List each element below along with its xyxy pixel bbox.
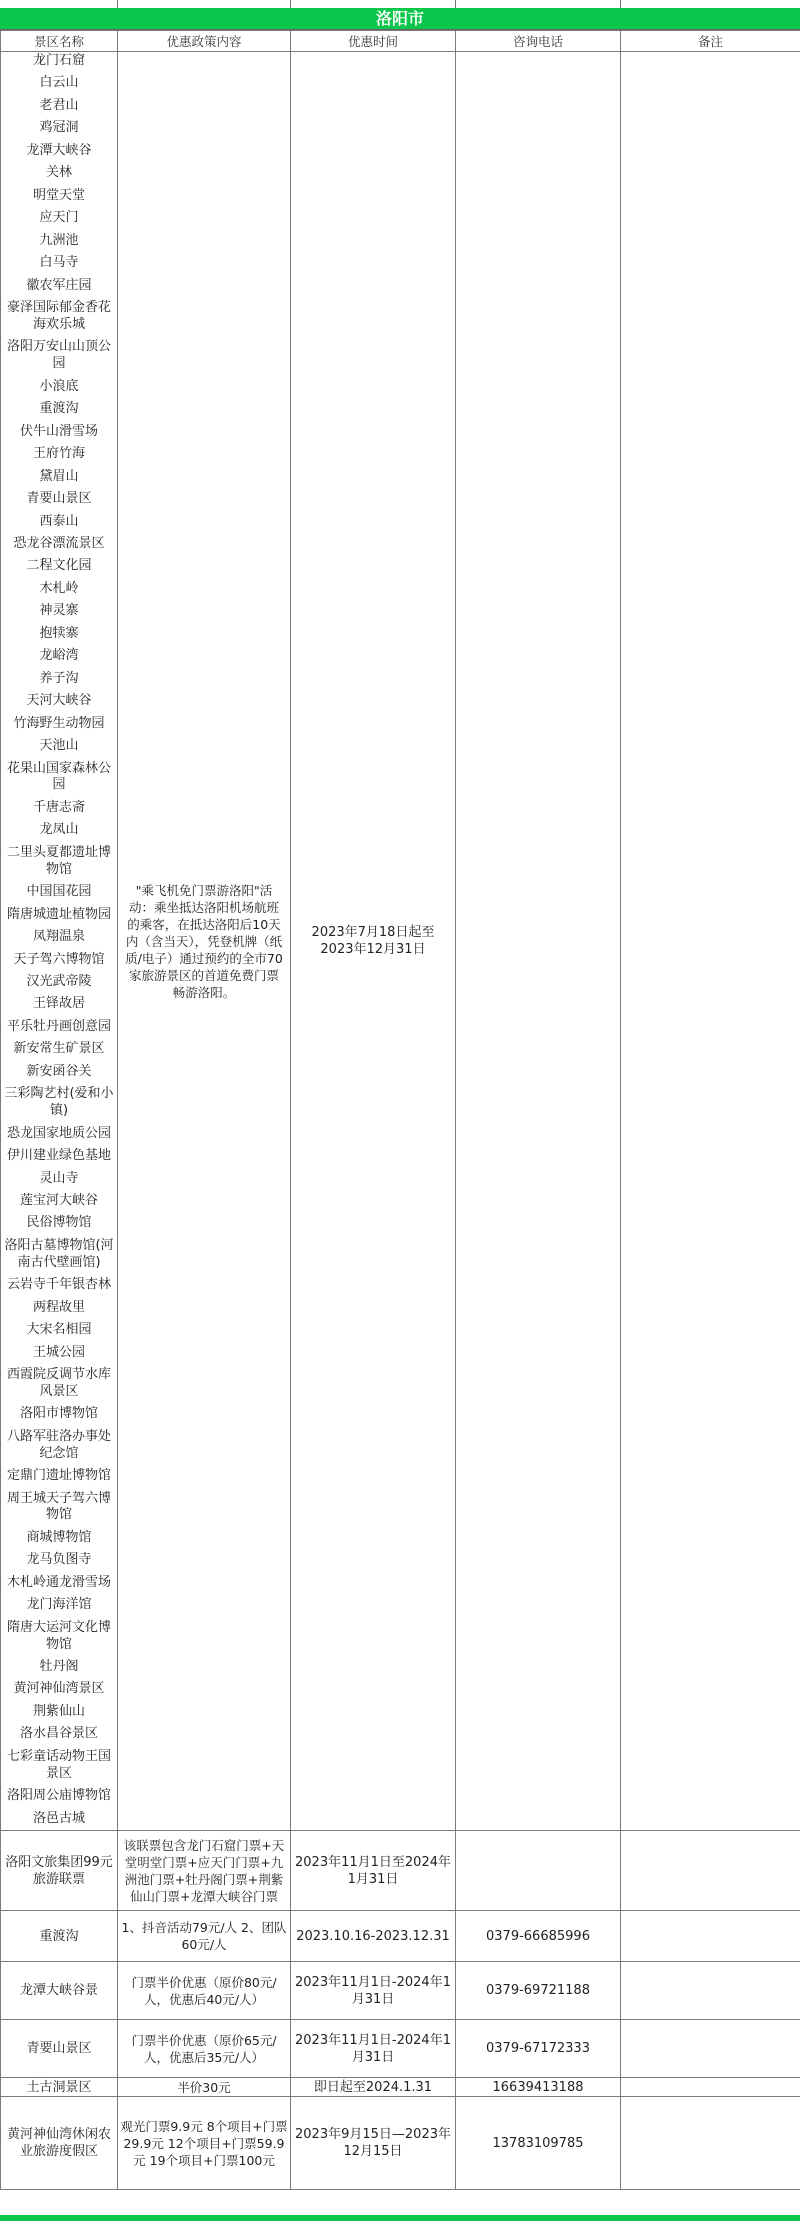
scenic-name-item: 木札岭通龙滑雪场 [6, 1574, 111, 1590]
row-period: 2023年9月15日—2023年12月15日 [295, 2127, 451, 2159]
scenic-name-item: 荆紫仙山 [32, 1703, 85, 1719]
scenic-name-item: 徽农军庄园 [26, 277, 92, 293]
header-scenic-name: 景区名称 [1, 31, 118, 52]
city-banner: 洛阳市 [0, 8, 800, 30]
scenic-name-item: 隋唐城遗址植物园 [6, 906, 111, 922]
scenic-name-item: 民俗博物馆 [26, 1215, 92, 1231]
scenic-name-item: 白马寺 [39, 255, 79, 271]
scenic-name-item: 千唐志斋 [32, 799, 85, 815]
main-period-cell [291, 52, 456, 1831]
scenic-name-item: 龙门海洋馆 [26, 1597, 92, 1613]
scenic-name-item: 明堂天堂 [32, 187, 85, 203]
scenic-name-item: 龙门石窟 [32, 53, 85, 68]
scenic-name-item: 黛眉山 [39, 468, 79, 484]
scenic-name-item: 天子驾六博物馆 [13, 951, 105, 967]
row-phone: 13783109785 [492, 2135, 584, 2151]
row-scenic-name: 黄河神仙湾休闲农业旅游度假区 [6, 2127, 111, 2159]
scenic-name-item: 洛阳市博物馆 [19, 1406, 98, 1422]
scenic-name-item: 新安函谷关 [26, 1063, 92, 1079]
header-policy: 优惠政策内容 [118, 31, 291, 52]
scenic-name-item: 王府竹海 [32, 446, 85, 462]
scenic-name-item: 灵山寺 [39, 1170, 79, 1186]
header-note: 备注 [621, 31, 800, 52]
scenic-name-item: 二里头夏都遗址博物馆 [6, 844, 111, 877]
scenic-name-item: 中国国花园 [26, 884, 92, 900]
scenic-name-item: 汉光武帝陵 [26, 974, 92, 989]
scenic-name-item: 定鼎门遗址博物馆 [6, 1468, 111, 1484]
row-period: 即日起至2024.1.31 [313, 2079, 433, 2095]
scenic-name-item: 青要山景区 [26, 491, 92, 507]
main-phone-cell [456, 52, 621, 1831]
scenic-name-item: 七彩童话动物王国景区 [6, 1748, 111, 1781]
scenic-name-item: 竹海野生动物园 [13, 715, 105, 731]
scenic-name-item: 平乐牡丹画创意园 [6, 1018, 111, 1034]
scenic-name-item: 龙潭大峡谷 [26, 142, 92, 158]
header-phone: 咨询电话 [456, 31, 621, 52]
scenic-name-item: 王城公园 [32, 1344, 85, 1360]
scenic-name-list-cell [1, 52, 118, 1831]
discount-table [0, 30, 800, 2190]
row-policy: 半价30元 [177, 2079, 231, 2095]
scenic-name-item: 三彩陶艺村(爱和小镇) [4, 1086, 114, 1119]
table-row [1, 1831, 800, 1911]
row-period: 2023年11月1日-2024年1月31日 [295, 1974, 451, 2007]
scenic-name-item: 白云山 [39, 75, 79, 91]
scenic-name-list [3, 52, 115, 1830]
scenic-name-item: 凤翔温泉 [32, 929, 85, 945]
row-phone: 0379-66685996 [486, 1928, 590, 1944]
scenic-name-item: 莲宝河大峡谷 [19, 1193, 98, 1209]
row-period: 2023.10.16-2023.12.31 [296, 1928, 450, 1944]
scenic-name-item: 关林 [45, 165, 72, 181]
scenic-name-item: 龙凤山 [39, 822, 79, 838]
row-scenic-name: 重渡沟 [39, 1928, 79, 1944]
scenic-name-item: 天池山 [39, 738, 79, 754]
scenic-name-item: 牡丹阁 [39, 1658, 79, 1674]
table-row-main [1, 52, 800, 1831]
main-note-cell [621, 52, 800, 1831]
table-row [1, 2078, 800, 2097]
scenic-name-item: 龙马负图寺 [26, 1552, 92, 1568]
header-period: 优惠时间 [291, 31, 456, 52]
table-row [1, 1911, 800, 1962]
scenic-name-item: 伊川建业绿色基地 [6, 1148, 111, 1164]
table-row [1, 2097, 800, 2190]
main-period-text: 2023年7月18日起至2023年12月31日 [311, 925, 435, 957]
scenic-name-item: 养子沟 [39, 670, 79, 686]
scenic-name-item: 八路军驻洛办事处纪念馆 [6, 1428, 111, 1461]
scenic-name-item: 伏牛山滑雪场 [19, 423, 98, 439]
scenic-name-item: 重渡沟 [39, 401, 79, 417]
main-policy-text: "乘飞机免门票游洛阳"活动：乘坐抵达洛阳机场航班的乘客，在抵达洛阳后10天内（含当天），凭登机牌（纸质/电子）通过预约的全市70家旅游景区的首道免费门票畅游洛阳。 [125, 882, 283, 1000]
scenic-name-item: 洛阳万安山山顶公园 [6, 339, 111, 372]
table-row [1, 2020, 800, 2078]
scenic-name-item: 抱犊寨 [39, 625, 79, 641]
scenic-name-item: 木札岭 [39, 580, 79, 596]
scenic-name-item: 二程文化园 [26, 558, 92, 574]
scenic-name-item: 龙峪湾 [39, 648, 79, 664]
scenic-name-item: 洛水昌谷景区 [19, 1726, 98, 1742]
scenic-name-item: 洛阳古墓博物馆(河南古代壁画馆) [4, 1237, 114, 1270]
scenic-name-item: 九洲池 [39, 232, 79, 248]
row-scenic-name: 龙潭大峡谷景 [19, 1983, 98, 1998]
scenic-name-item: 两程故里 [32, 1299, 85, 1315]
scenic-name-item: 周王城天子驾六博物馆 [6, 1490, 111, 1523]
scenic-name-item: 云岩寺千年银杏林 [6, 1277, 111, 1293]
scenic-name-item: 老君山 [39, 97, 79, 113]
scenic-name-item: 花果山国家森林公园 [6, 760, 111, 793]
scenic-name-item: 恐龙国家地质公园 [6, 1125, 111, 1141]
row-policy: 门票半价优惠（原价80元/人，优惠后40元/人） [131, 1974, 277, 2007]
row-period: 2023年11月1日-2024年1月31日 [295, 2032, 451, 2065]
scenic-name-item: 隋唐大运河文化博物馆 [6, 1619, 111, 1652]
table-header-row [1, 31, 800, 52]
scenic-name-item: 鸡冠洞 [39, 120, 79, 136]
scenic-name-item: 新安常生矿景区 [13, 1041, 105, 1057]
scenic-name-item: 黄河神仙湾景区 [13, 1681, 105, 1697]
next-section-banner-edge [0, 2215, 800, 2221]
row-phone: 0379-67172333 [486, 2041, 590, 2056]
table-row [1, 1962, 800, 2020]
scenic-name-item: 小浪底 [39, 378, 79, 394]
scenic-name-item: 西霞院反调节水库风景区 [6, 1367, 111, 1399]
row-scenic-name: 土古洞景区 [26, 2079, 92, 2095]
row-policy: 门票半价优惠（原价65元/人，优惠后35元/人） [131, 2032, 277, 2065]
scenic-name-item: 王铎故居 [32, 996, 85, 1012]
row-phone: 0379-69721188 [486, 1983, 590, 1998]
scenic-name-item: 洛邑古城 [32, 1810, 85, 1826]
row-scenic-name: 青要山景区 [26, 2041, 92, 2056]
row-policy: 观光门票9.9元 8个项目+门票29.9元 12个项目+门票59.9元 19个项目+门票100元 [120, 2118, 288, 2168]
row-policy: 1、抖音活动79元/人 2、团队60元/人 [121, 1920, 287, 1952]
scenic-name-item: 大宋名相园 [26, 1322, 92, 1338]
scenic-name-item: 西泰山 [39, 513, 79, 529]
row-period: 2023年11月1日至2024年1月31日 [295, 1854, 451, 1887]
row-policy: 该联票包含龙门石窟门票+天堂明堂门票+应天门门票+九洲池门票+牡丹阁门票+荆紫仙山门票+龙潭大峡谷门票 [123, 1837, 285, 1904]
scenic-name-item: 恐龙谷漂流景区 [13, 535, 105, 551]
scenic-name-item: 豪泽国际郁金香花海欢乐城 [6, 300, 111, 332]
scenic-name-item: 天河大峡谷 [26, 693, 92, 709]
row-phone: 16639413188 [492, 2079, 584, 2095]
main-policy-cell [118, 52, 291, 1831]
scenic-name-item: 洛阳周公庙博物馆 [6, 1788, 111, 1804]
scenic-name-item: 应天门 [39, 210, 79, 226]
row-scenic-name: 洛阳文旅集团99元旅游联票 [5, 1854, 113, 1887]
scenic-name-item: 神灵寨 [39, 603, 79, 619]
scenic-name-item: 商城博物馆 [26, 1529, 92, 1545]
